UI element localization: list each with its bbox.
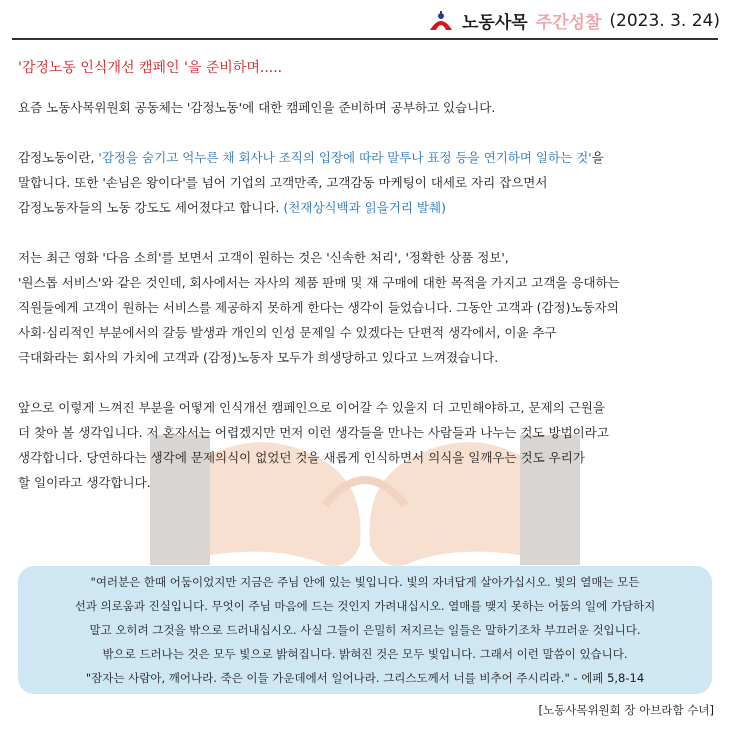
para3-line: 할 일이라고 생각합니다. — [18, 475, 151, 490]
church-logo-icon — [428, 10, 454, 32]
author-signature: [노동사목위원회 장 아브라함 수녀] — [538, 703, 714, 717]
article-title: '감정노동 인식개선 캠페인 '을 준비하며..... — [18, 60, 283, 76]
header-divider — [12, 38, 718, 40]
para2-line: '원스톱 서비스'와 같은 것인데, 회사에서는 자사의 제품 판매 및 재 구매에 대한 목적을 가지고 고객을 응대하는 — [18, 275, 620, 290]
definition-tail: 을 — [591, 150, 604, 165]
para3-line: 더 찾아 볼 생각입니다. 저 혼자서는 어렵겠지만 먼저 이런 생각들을 만나는 사람들과 나누는 것도 방법이라고 — [18, 425, 609, 440]
para2-line: 직원들에게 고객이 원하는 서비스를 제공하지 못하게 한다는 생각이 들었습니다. 그동안 고객과 (감정)노동자의 — [18, 300, 619, 315]
definition-line-3 — [18, 195, 718, 220]
definition-highlight: '감정을 숨기고 억누른 채 회사나 조직의 입장에 따라 말투나 표정 등을 연기하며 일하는 것' — [98, 150, 592, 165]
quote-line: 말고 오히려 그것을 밖으로 드러내십시오. 사실 그들이 은밀히 저지르는 일들은 말하기조차 부끄러운 것입니다. — [89, 623, 641, 637]
header-title: 노동사목 — [462, 13, 528, 33]
definition-lead: 감정노동이란, — [18, 150, 99, 165]
para2-line: 저는 최근 영화 '다음 소희'를 보면서 고객이 원하는 것은 '신속한 처리', '정확한 상품 정보', — [18, 250, 509, 265]
definition-line-3-text: 감정노동자들의 노동 강도도 세어졌다고 합니다. — [18, 200, 284, 215]
para2-line: 극대화라는 회사의 가치에 고객과 (감정)노동자 모두가 희생당하고 있다고 느껴졌습니다. — [18, 350, 499, 365]
quote-line: 선과 의로움과 진실입니다. 무엇이 주님 마음에 드는 것인지 가려내십시오. 열매를 맺지 못하는 어둠의 일에 가담하지 — [74, 599, 656, 613]
para3-line: 앞으로 이렇게 느껴진 부분을 어떻게 인식개선 캠페인으로 이어갈 수 있을지 더 고민해야하고, 문제의 근원을 — [18, 400, 605, 415]
quote-line: "잠자는 사람아, 깨어나라. 죽은 이들 가운데에서 일어나라. 그리스도께서 너를 비추어 주시리라." - 에페 5,8-14 — [85, 671, 645, 685]
page-header — [428, 8, 720, 33]
header-subtitle: 주간성찰 — [535, 13, 602, 33]
header-date: (2023. 3. 24) — [609, 10, 720, 31]
definition-line-2: 말합니다. 또한 '손님은 왕이다'를 넘어 기업의 고객만족, 고객감동 마케팅이 대세로 자리 잡으면서 — [18, 175, 548, 190]
definition-source: (천재상식백과 읽을거리 발췌) — [283, 200, 446, 215]
intro-paragraph: 요즘 노동사목위원회 공동체는 '감정노동'에 대한 캠페인을 준비하며 공부하고 있습니다. — [18, 100, 496, 115]
article-body — [18, 56, 718, 495]
scripture-quote-box — [18, 566, 712, 694]
definition-line-1 — [18, 145, 718, 170]
quote-line: "여러분은 한때 어둠이었지만 지금은 주님 안에 있는 빛입니다. 빛의 자녀답게 살아가십시오. 빛의 열매는 모든 — [90, 575, 640, 589]
quote-line: 밖으로 드러나는 것은 모두 빛으로 밝혀집니다. 밝혀진 것은 모두 빛입니다. 그래서 이런 말씀이 있습니다. — [102, 647, 628, 661]
para2-line: 사회·심리적인 부분에서의 갈등 발생과 개인의 인성 문제일 수 있겠다는 단편적 생각에서, 이윤 추구 — [18, 325, 557, 340]
para3-line: 생각합니다. 당연하다는 생각에 문제의식이 없었던 것을 새롭게 인식하면서 의식을 일깨우는 것도 우리가 — [18, 450, 585, 465]
